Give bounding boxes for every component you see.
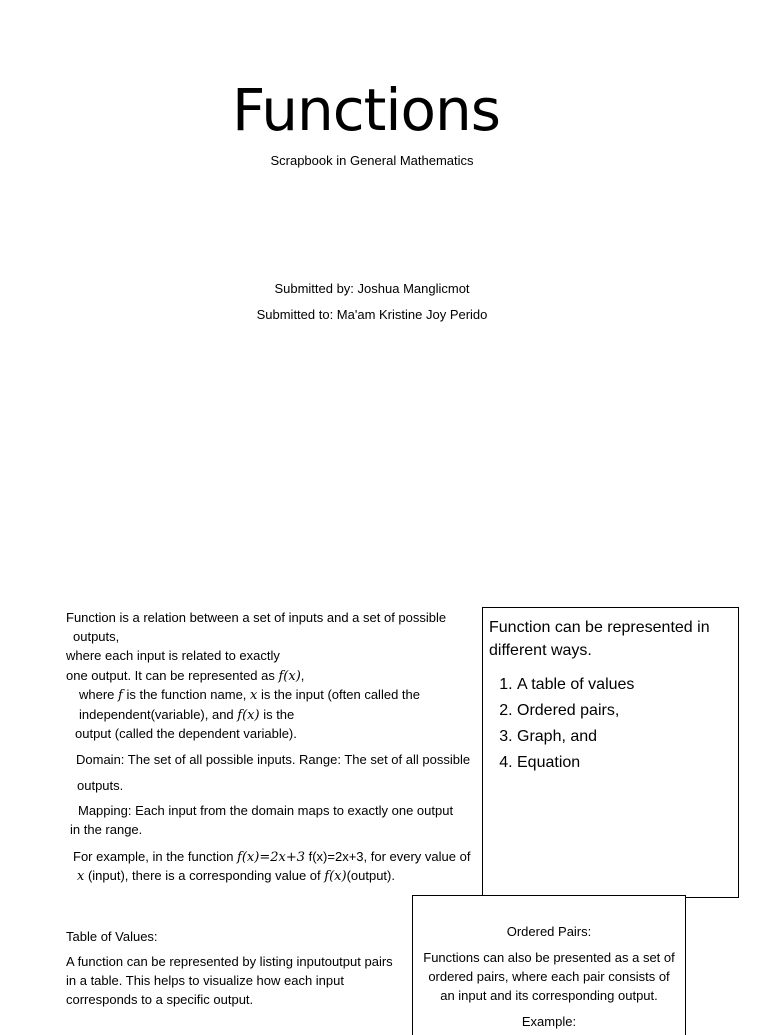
math-fx: f(x) (237, 708, 260, 723)
definition-line-6 (79, 705, 294, 725)
example-text: (input), there is a corresponding value of (84, 868, 325, 883)
ways-heading: Function can be represented in different ways. (489, 619, 710, 659)
list-item: 1. A table of values (517, 672, 634, 698)
submitted-by: Submitted by: Joshua Manglicmot (274, 281, 470, 296)
ordered-pairs-line-2: ordered pairs, where each pair consists of (428, 969, 670, 984)
example-line-1 (73, 847, 470, 867)
list-item: 4. Equation (517, 750, 634, 776)
table-of-values-line-1: A function can be represented by listing inputoutput pairs (66, 954, 393, 969)
definition-line-1: Function is a relation between a set of inputs and a set of possible (66, 610, 447, 625)
ordered-pairs-line-4: Example: (521, 1014, 577, 1029)
math-f: f (118, 688, 123, 703)
definition-line-2: outputs, (73, 629, 120, 644)
subtitle: Scrapbook in General Mathematics (270, 153, 474, 168)
table-of-values-line-2: in a table. This helps to visualize how each input (66, 973, 344, 988)
mapping-line-2: in the range. (70, 822, 143, 837)
ordered-pairs-line-1: Functions can also be presented as a set of (423, 950, 675, 965)
definition-text: where (79, 687, 119, 702)
definition-text: , (300, 668, 305, 683)
example-text: f(x)=2x+3, for every value of (304, 849, 471, 864)
submitted-to: Submitted to: Ma'am Kristine Joy Perido (256, 307, 488, 322)
definition-line-4 (66, 666, 304, 686)
definition-text: is the (259, 707, 295, 722)
ways-list (489, 672, 634, 776)
definition-line-5 (79, 685, 420, 705)
list-item: 3. Graph, and (517, 724, 634, 750)
domain-line-2: outputs. (77, 778, 124, 793)
definition-line-7: output (called the dependent variable). (75, 726, 297, 741)
representation-ways-box (482, 607, 739, 898)
math-fx: f(x) (324, 869, 347, 884)
domain-line-1: Domain: The set of all possible inputs. Range: The set of all possible (76, 752, 471, 767)
ordered-pairs-heading: Ordered Pairs: (506, 924, 592, 939)
table-of-values-line-3: corresponds to a specific output. (66, 992, 254, 1007)
example-line-2 (77, 866, 395, 886)
page-title: Functions (232, 76, 500, 144)
math-x: x (77, 869, 85, 884)
mapping-line-1: Mapping: Each input from the domain maps to exactly one output (78, 803, 454, 818)
example-text: (output). (346, 868, 395, 883)
math-fx: f(x) (278, 669, 301, 684)
definition-text: is the input (often called the (257, 687, 420, 702)
example-text: For example, in the function (73, 849, 238, 864)
ordered-pairs-line-3: an input and its corresponding output. (440, 988, 658, 1003)
definition-text: is the function name, (122, 687, 251, 702)
definition-line-3: where each input is related to exactly (66, 648, 280, 663)
list-item: 2. Ordered pairs, (517, 698, 634, 724)
math-x: x (250, 688, 258, 703)
ordered-pairs-box (412, 895, 686, 1035)
definition-text: independent(variable), and (79, 707, 238, 722)
math-example: f(x)=2x+3 (237, 850, 305, 865)
table-of-values-heading: Table of Values: (66, 929, 158, 944)
definition-text: one output. It can be represented as (66, 668, 279, 683)
